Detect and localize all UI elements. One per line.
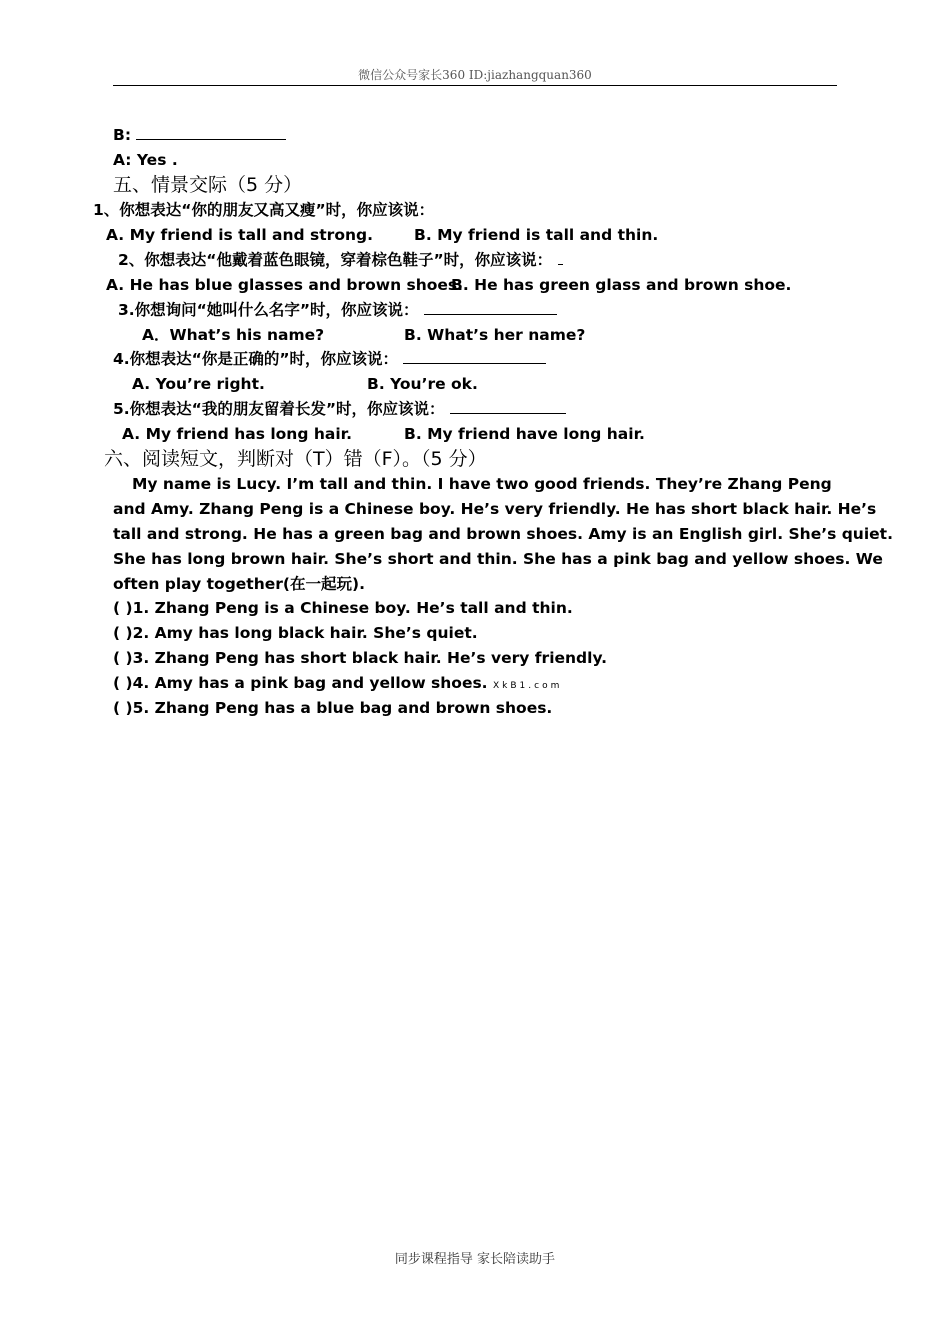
statement-4-text: ( )4. Amy has a pink bag and yellow shoes. bbox=[113, 674, 488, 692]
question-2-option-a[interactable]: A. He has blue glasses and brown shoes. bbox=[106, 276, 464, 294]
question-1: 1、你想表达“你的朋友又高又瘦”时，你应该说： bbox=[93, 201, 435, 219]
statement-4[interactable] bbox=[113, 673, 562, 696]
question-4-option-a[interactable]: A. You’re right. bbox=[132, 375, 265, 393]
question-2-text: 2、你想表达“他戴着蓝色眼镜，穿着棕色鞋子”时，你应该说： bbox=[118, 251, 553, 269]
question-3-option-a[interactable]: A．What’s his name? bbox=[142, 326, 325, 344]
passage-line-2: and Amy. Zhang Peng is a Chinese boy. He’s very friendly. He has short black hair. He’s bbox=[113, 500, 877, 518]
statement-1[interactable]: ( )1. Zhang Peng is a Chinese boy. He’s tall and thin. bbox=[113, 599, 573, 617]
watermark-text: XkB1.com bbox=[492, 681, 563, 691]
statement-5[interactable]: ( )5. Zhang Peng has a blue bag and brown shoes. bbox=[113, 699, 553, 717]
question-5 bbox=[113, 399, 566, 419]
passage-line-4: She has long brown hair. She’s short and thin. She has a pink bag and yellow shoes. We bbox=[113, 550, 883, 568]
statement-3[interactable]: ( )3. Zhang Peng has short black hair. He’s very friendly. bbox=[113, 649, 608, 667]
section-6-title: 六、阅读短文，判断对（T）错（F）。（5 分） bbox=[104, 448, 487, 470]
dialogue-a-line: A: Yes . bbox=[113, 151, 178, 169]
statement-2[interactable]: ( )2. Amy has long black hair. She’s quiet. bbox=[113, 624, 478, 642]
section-5-title: 五、情景交际（5 分） bbox=[113, 174, 303, 196]
passage-line-1: My name is Lucy. I’m tall and thin. I have two good friends. They’re Zhang Peng bbox=[132, 475, 832, 493]
question-1-option-b[interactable]: B. My friend is tall and thin. bbox=[414, 226, 659, 244]
question-5-option-a[interactable]: A. My friend has long hair. bbox=[122, 425, 352, 443]
question-4-text: 4.你想表达“你是正确的”时，你应该说： bbox=[113, 350, 399, 368]
answer-blank[interactable] bbox=[450, 399, 566, 414]
question-4-option-b[interactable]: B. You’re ok. bbox=[367, 375, 478, 393]
page-header: 微信公众号家长360 ID:jiazhangquan360 bbox=[358, 68, 592, 82]
question-2-option-b[interactable]: B. He has green glass and brown shoe. bbox=[451, 276, 792, 294]
header-divider bbox=[113, 85, 837, 86]
question-3-option-b[interactable]: B. What’s her name? bbox=[404, 326, 586, 344]
question-2 bbox=[118, 250, 563, 270]
passage-line-3: tall and strong. He has a green bag and brown shoes. Amy is an English girl. She’s quiet. bbox=[113, 525, 893, 543]
question-5-option-b[interactable]: B. My friend have long hair. bbox=[404, 425, 645, 443]
question-3-text: 3.你想询问“她叫什么名字”时，你应该说： bbox=[118, 301, 419, 319]
passage-line-5: often play together(在一起玩). bbox=[113, 575, 365, 593]
answer-blank[interactable] bbox=[558, 250, 563, 265]
question-4 bbox=[113, 349, 546, 369]
answer-blank[interactable] bbox=[403, 349, 546, 364]
page-footer: 同步课程指导 家长陪读助手 bbox=[394, 1252, 556, 1267]
dialogue-b-line bbox=[113, 125, 286, 145]
question-5-text: 5.你想表达“我的朋友留着长发”时，你应该说： bbox=[113, 400, 445, 418]
answer-blank[interactable] bbox=[136, 125, 286, 140]
answer-blank[interactable] bbox=[424, 300, 557, 315]
question-3 bbox=[118, 300, 557, 320]
question-1-option-a[interactable]: A. My friend is tall and strong. bbox=[106, 226, 373, 244]
dialogue-b-label: B: bbox=[113, 126, 132, 144]
